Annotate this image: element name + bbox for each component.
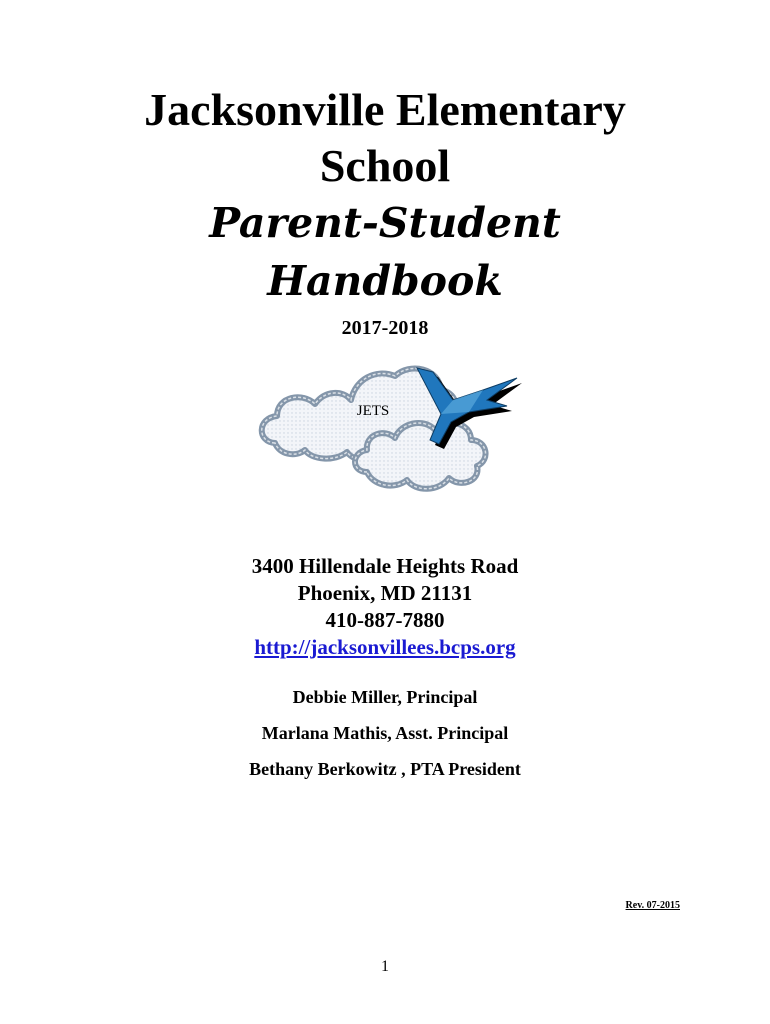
city-state-zip: Phoenix, MD 21131 (297, 581, 473, 605)
phone-number: 410-887-7880 (325, 608, 445, 632)
pta-president-name: Bethany Berkowitz , PTA President (249, 759, 521, 779)
revision-label: Rev. 07-2015 (625, 900, 680, 911)
staff-list (0, 684, 770, 792)
cloud-icon (355, 423, 486, 489)
street-address: 3400 Hillendale Heights Road (251, 554, 519, 578)
logo-label: JETS (356, 403, 390, 419)
school-name-line-1: Jacksonville Elementary (144, 84, 626, 135)
school-name-line-2: School (319, 140, 451, 191)
handbook-subtitle-line-2: Handbook (267, 257, 503, 305)
website-link[interactable]: http://jacksonvillees.bcps.org (254, 635, 516, 659)
handbook-title (0, 82, 770, 310)
asst-principal-name: Marlana Mathis, Asst. Principal (261, 723, 509, 743)
school-year: 2017-2018 (341, 317, 429, 339)
handbook-subtitle-line-1: Parent-Student (209, 199, 561, 247)
principal-name: Debbie Miller, Principal (292, 687, 478, 707)
jets-logo (255, 360, 525, 495)
address-block (0, 553, 770, 661)
page-number: 1 (381, 958, 389, 975)
